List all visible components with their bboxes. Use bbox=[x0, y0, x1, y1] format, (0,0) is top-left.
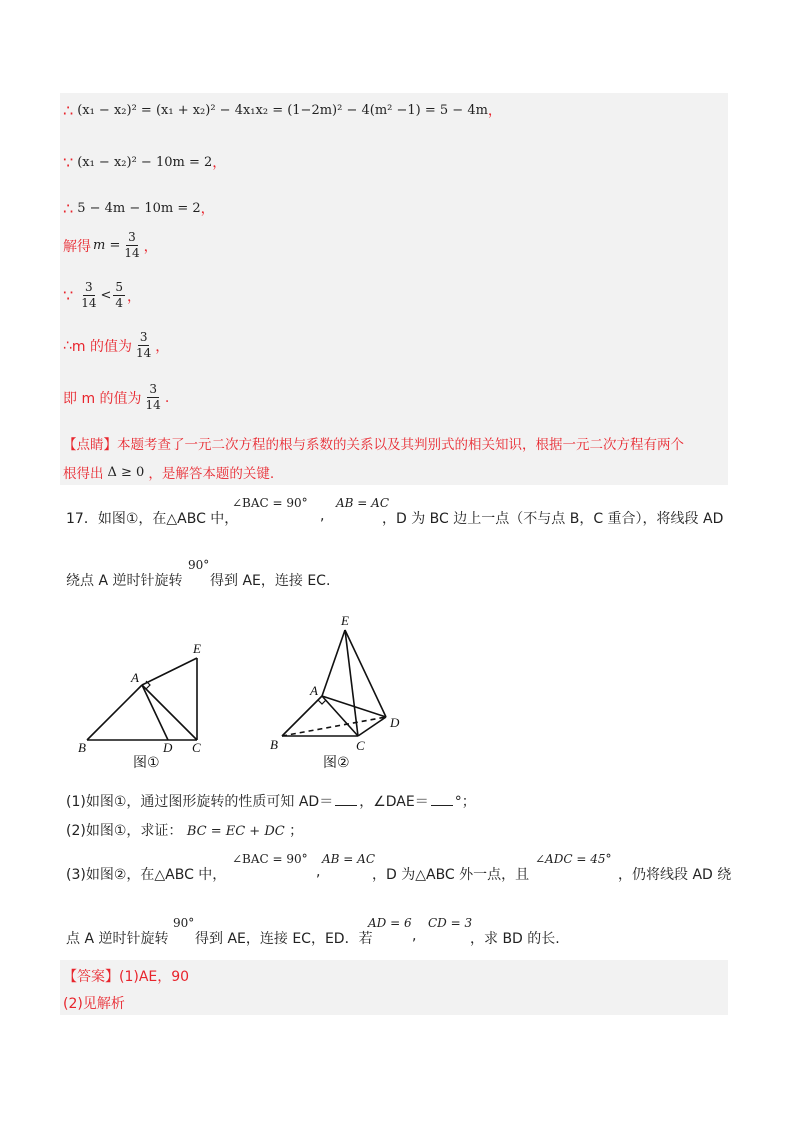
label-d: D bbox=[390, 715, 400, 730]
segment-ad bbox=[142, 685, 168, 740]
label-b: B bbox=[78, 740, 86, 755]
figure-1-caption: 图① bbox=[133, 755, 160, 771]
segment-ac bbox=[142, 685, 197, 740]
part3-line1-c: ，仍将线段 AD 绕 bbox=[618, 867, 732, 883]
part3-line2-b: 得到 AE，连接 EC，ED．若 bbox=[195, 931, 373, 947]
answer-part2: (2)见解析 bbox=[63, 996, 125, 1012]
geometry-figures bbox=[0, 605, 800, 785]
period: . bbox=[164, 389, 170, 406]
problem17-text-a: 如图①，在△ABC 中， bbox=[97, 511, 239, 527]
comma: , bbox=[316, 864, 321, 880]
problem17-line2-b: 得到 AE，连接 EC. bbox=[210, 573, 331, 589]
answer-part1: (1)AE，90 bbox=[119, 969, 190, 985]
answer-blank bbox=[431, 791, 453, 806]
because-symbol: ∵ bbox=[63, 152, 74, 172]
label-a: A bbox=[131, 670, 139, 685]
m-equals: m = bbox=[93, 238, 121, 253]
label-e: E bbox=[193, 641, 201, 656]
figure-2 bbox=[282, 630, 386, 736]
part2-text-a: (2)如图①，求证： bbox=[66, 823, 183, 839]
comma: ， bbox=[127, 288, 142, 305]
label-a: A bbox=[310, 683, 318, 698]
dianjing-line-2 bbox=[63, 462, 274, 482]
solution-line-6 bbox=[63, 330, 169, 361]
part3-line1-a: (3)如图②，在△ABC 中， bbox=[66, 867, 227, 883]
problem17-text-b: ，D 为 BC 边上一点（不与点 B，C 重合），将线段 AD bbox=[382, 511, 724, 527]
part1 bbox=[66, 791, 476, 811]
answer-label: 【答案】 bbox=[63, 969, 119, 985]
dianjing-line-1 bbox=[63, 433, 684, 453]
segment-ae bbox=[322, 630, 345, 696]
delta-condition: Δ ≥ 0 bbox=[107, 464, 145, 480]
because-symbol: ∵ bbox=[63, 286, 74, 305]
figure-1 bbox=[87, 658, 197, 740]
segment-ed bbox=[345, 630, 386, 717]
segment-ab bbox=[282, 696, 322, 736]
part1-text-a: (1)如图①，通过图形旋转的性质可知 AD＝ bbox=[66, 794, 334, 810]
part3-ab-ac: AB = AC bbox=[322, 852, 376, 866]
solution-line-5 bbox=[63, 280, 141, 311]
segment-ec bbox=[345, 630, 358, 736]
part3-angle-bac: ∠BAC = 90° bbox=[232, 852, 308, 866]
label-e: E bbox=[341, 613, 349, 628]
part1-text-b: ，∠DAE＝ bbox=[359, 794, 429, 810]
part3-cd: CD = 3 bbox=[428, 916, 473, 930]
rotation-90: 90° bbox=[188, 558, 210, 572]
answer-line-1 bbox=[63, 966, 189, 986]
ab-ac-formula: AB = AC bbox=[336, 496, 390, 510]
comma: ， bbox=[143, 238, 158, 255]
fraction-3-14: $\frac{3}{14}$ bbox=[124, 230, 140, 260]
fraction-3-14: $\frac{3}{14}$ bbox=[81, 280, 97, 310]
dianjing-prefix: 根得出 bbox=[63, 466, 104, 482]
answer-blank bbox=[335, 791, 357, 806]
label-d: D bbox=[163, 740, 173, 755]
solution-line-1 bbox=[63, 100, 502, 120]
label-c: C bbox=[356, 738, 365, 753]
part2-text-b: ； bbox=[289, 823, 304, 839]
therefore-symbol: ∴ bbox=[63, 100, 74, 120]
solution-line-2 bbox=[63, 152, 226, 172]
right-angle-mark bbox=[318, 700, 326, 704]
equation-3: 5 − 4m − 10m = 2 bbox=[77, 200, 201, 216]
part3-ad: AD = 6 bbox=[368, 916, 412, 930]
comma: , bbox=[412, 928, 417, 944]
label-b: B bbox=[270, 737, 278, 752]
fraction-5-4: $\frac{5}{4}$ bbox=[115, 280, 124, 310]
m-value-text: m 的值为 bbox=[71, 338, 133, 355]
comma: ， bbox=[212, 155, 227, 171]
dianjing-text-1: 本题考查了一元二次方程的根与系数的关系以及其判别式的相关知识，根据一元二次方程有两个 bbox=[117, 437, 684, 453]
label-c: C bbox=[192, 740, 201, 755]
part3-line2-a: 点 A 逆时针旋转 bbox=[66, 931, 169, 947]
comma: ， bbox=[155, 338, 170, 355]
segment-ae bbox=[142, 658, 197, 685]
answer-line-2 bbox=[63, 993, 125, 1013]
part2-formula: BC = EC + DC bbox=[186, 824, 285, 839]
therefore-symbol: ∴ bbox=[63, 337, 72, 354]
ji-m-value-text: 即 m 的值为 bbox=[63, 390, 142, 407]
solution-line-7 bbox=[63, 382, 169, 413]
fraction-3-14: $\frac{3}{14}$ bbox=[145, 382, 161, 412]
part3-line1-b: ，D 为△ABC 外一点，且 bbox=[372, 867, 530, 883]
fraction-3-14: $\frac{3}{14}$ bbox=[136, 330, 152, 360]
dianjing-suffix: ，是解答本题的关键. bbox=[148, 466, 275, 482]
part3-adc: ∠ADC = 45° bbox=[535, 852, 612, 866]
equation-1: (x₁ − x₂)² = (x₁ + x₂)² − 4x₁x₂ = (1−2m)² − 4(m² −1) = 5 − 4m bbox=[77, 102, 488, 118]
angle-bac-formula: ∠BAC = 90° bbox=[232, 496, 308, 510]
equation-2: (x₁ − x₂)² − 10m = 2 bbox=[77, 154, 213, 170]
solution-line-3 bbox=[63, 198, 215, 218]
solve-prefix: 解得 bbox=[63, 238, 91, 255]
comma: ， bbox=[200, 201, 215, 217]
part3-line2-c: ，求 BD 的长. bbox=[470, 931, 560, 947]
problem17-line1 bbox=[66, 508, 238, 528]
segment-ab bbox=[87, 685, 142, 740]
solution-line-4 bbox=[63, 230, 158, 261]
problem-number: 17． bbox=[66, 511, 98, 527]
comma: , bbox=[320, 508, 325, 524]
figure-2-caption: 图② bbox=[323, 755, 350, 771]
problem17-line2-a: 绕点 A 逆时针旋转 bbox=[66, 573, 183, 589]
part2 bbox=[66, 820, 303, 840]
comma: ， bbox=[487, 103, 502, 119]
part1-text-c: °； bbox=[454, 794, 476, 810]
less-than: < bbox=[100, 288, 112, 303]
dianjing-label: 【点睛】 bbox=[63, 437, 117, 453]
therefore-symbol: ∴ bbox=[63, 198, 74, 218]
part3-rotation: 90° bbox=[173, 916, 195, 930]
